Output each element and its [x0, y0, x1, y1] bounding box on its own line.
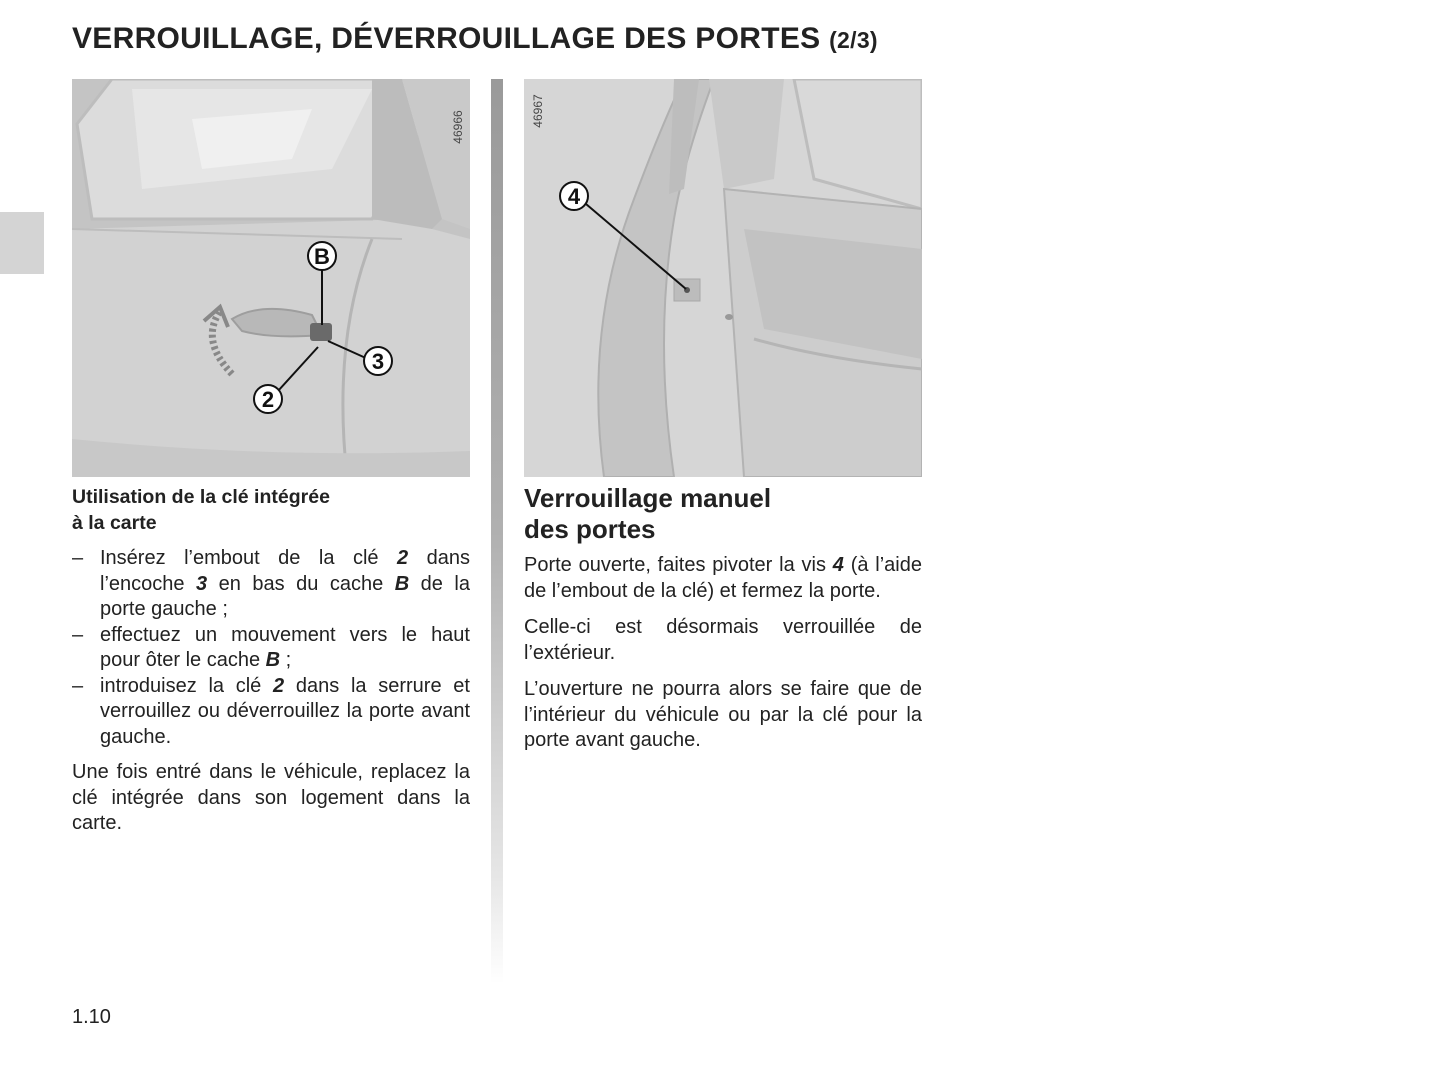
paragraph: Celle-ci est désormais verrouillée de l’extérieur. [524, 616, 922, 664]
key-ref: 2 [397, 547, 409, 569]
text: effectuez un mouvement vers le haut pour ôter le cache [100, 623, 470, 671]
list-item [72, 674, 470, 751]
callout-b: B [314, 244, 330, 269]
closing-paragraph: Une fois entré dans le véhicule, replacez la clé intégrée dans son logement dans la carte. [72, 761, 470, 834]
subheading-line: à la carte [72, 512, 157, 534]
callout-4: 4 [567, 184, 581, 209]
list-item [72, 546, 470, 623]
key-ref: B [394, 572, 410, 595]
column-divider [491, 79, 503, 984]
figure-ref-number: 46967 [531, 94, 545, 128]
section-subheading [72, 484, 470, 536]
page-number: 1.10 [72, 1006, 111, 1028]
text: de la porte gauche ; [100, 572, 470, 620]
left-column [72, 484, 470, 837]
figure-door-handle [72, 79, 470, 477]
key-ref: 3 [196, 572, 208, 595]
subheading-line: Utilisation de la clé intégrée [72, 486, 330, 508]
right-column [524, 483, 922, 765]
text: Porte ouverte, faites pivoter la vis [524, 554, 833, 576]
section-heading [524, 483, 922, 545]
heading-line: Verrouillage manuel [524, 483, 772, 513]
text: introduisez la clé [100, 674, 274, 697]
text: en bas du cache [207, 572, 395, 595]
callout-2: 2 [261, 387, 275, 412]
key-ref: 4 [832, 554, 844, 576]
key-ref: B [265, 649, 281, 671]
text: (à l’aide de l’embout de la clé) et fermez la porte. [524, 554, 922, 602]
figure-ref-number: 46966 [451, 110, 465, 144]
figure-door-lock-screw [524, 79, 922, 477]
heading-line: des portes [524, 514, 656, 544]
list-item [72, 623, 470, 674]
paragraph: L’ouverture ne pourra alors se faire que de l’intérieur du véhicule ou par la clé pour la porte avant gauche. [524, 678, 922, 751]
key-ref: 2 [273, 674, 285, 697]
title-text: VERROUILLAGE, DÉVERROUILLAGE DES PORTES [72, 22, 821, 55]
text: Insérez l’embout de la clé [100, 547, 398, 569]
text: dans la serrure et verrouillez ou déverrouillez la porte avant gauche. [100, 674, 470, 748]
text: dans l’encoche [100, 547, 470, 595]
steps-list [72, 546, 470, 750]
title-part: (2/3) [829, 27, 878, 53]
callout-3: 3 [371, 349, 385, 374]
page-title [72, 22, 878, 56]
paragraph [524, 553, 922, 604]
text: ; [280, 649, 292, 671]
section-tab [0, 212, 44, 274]
